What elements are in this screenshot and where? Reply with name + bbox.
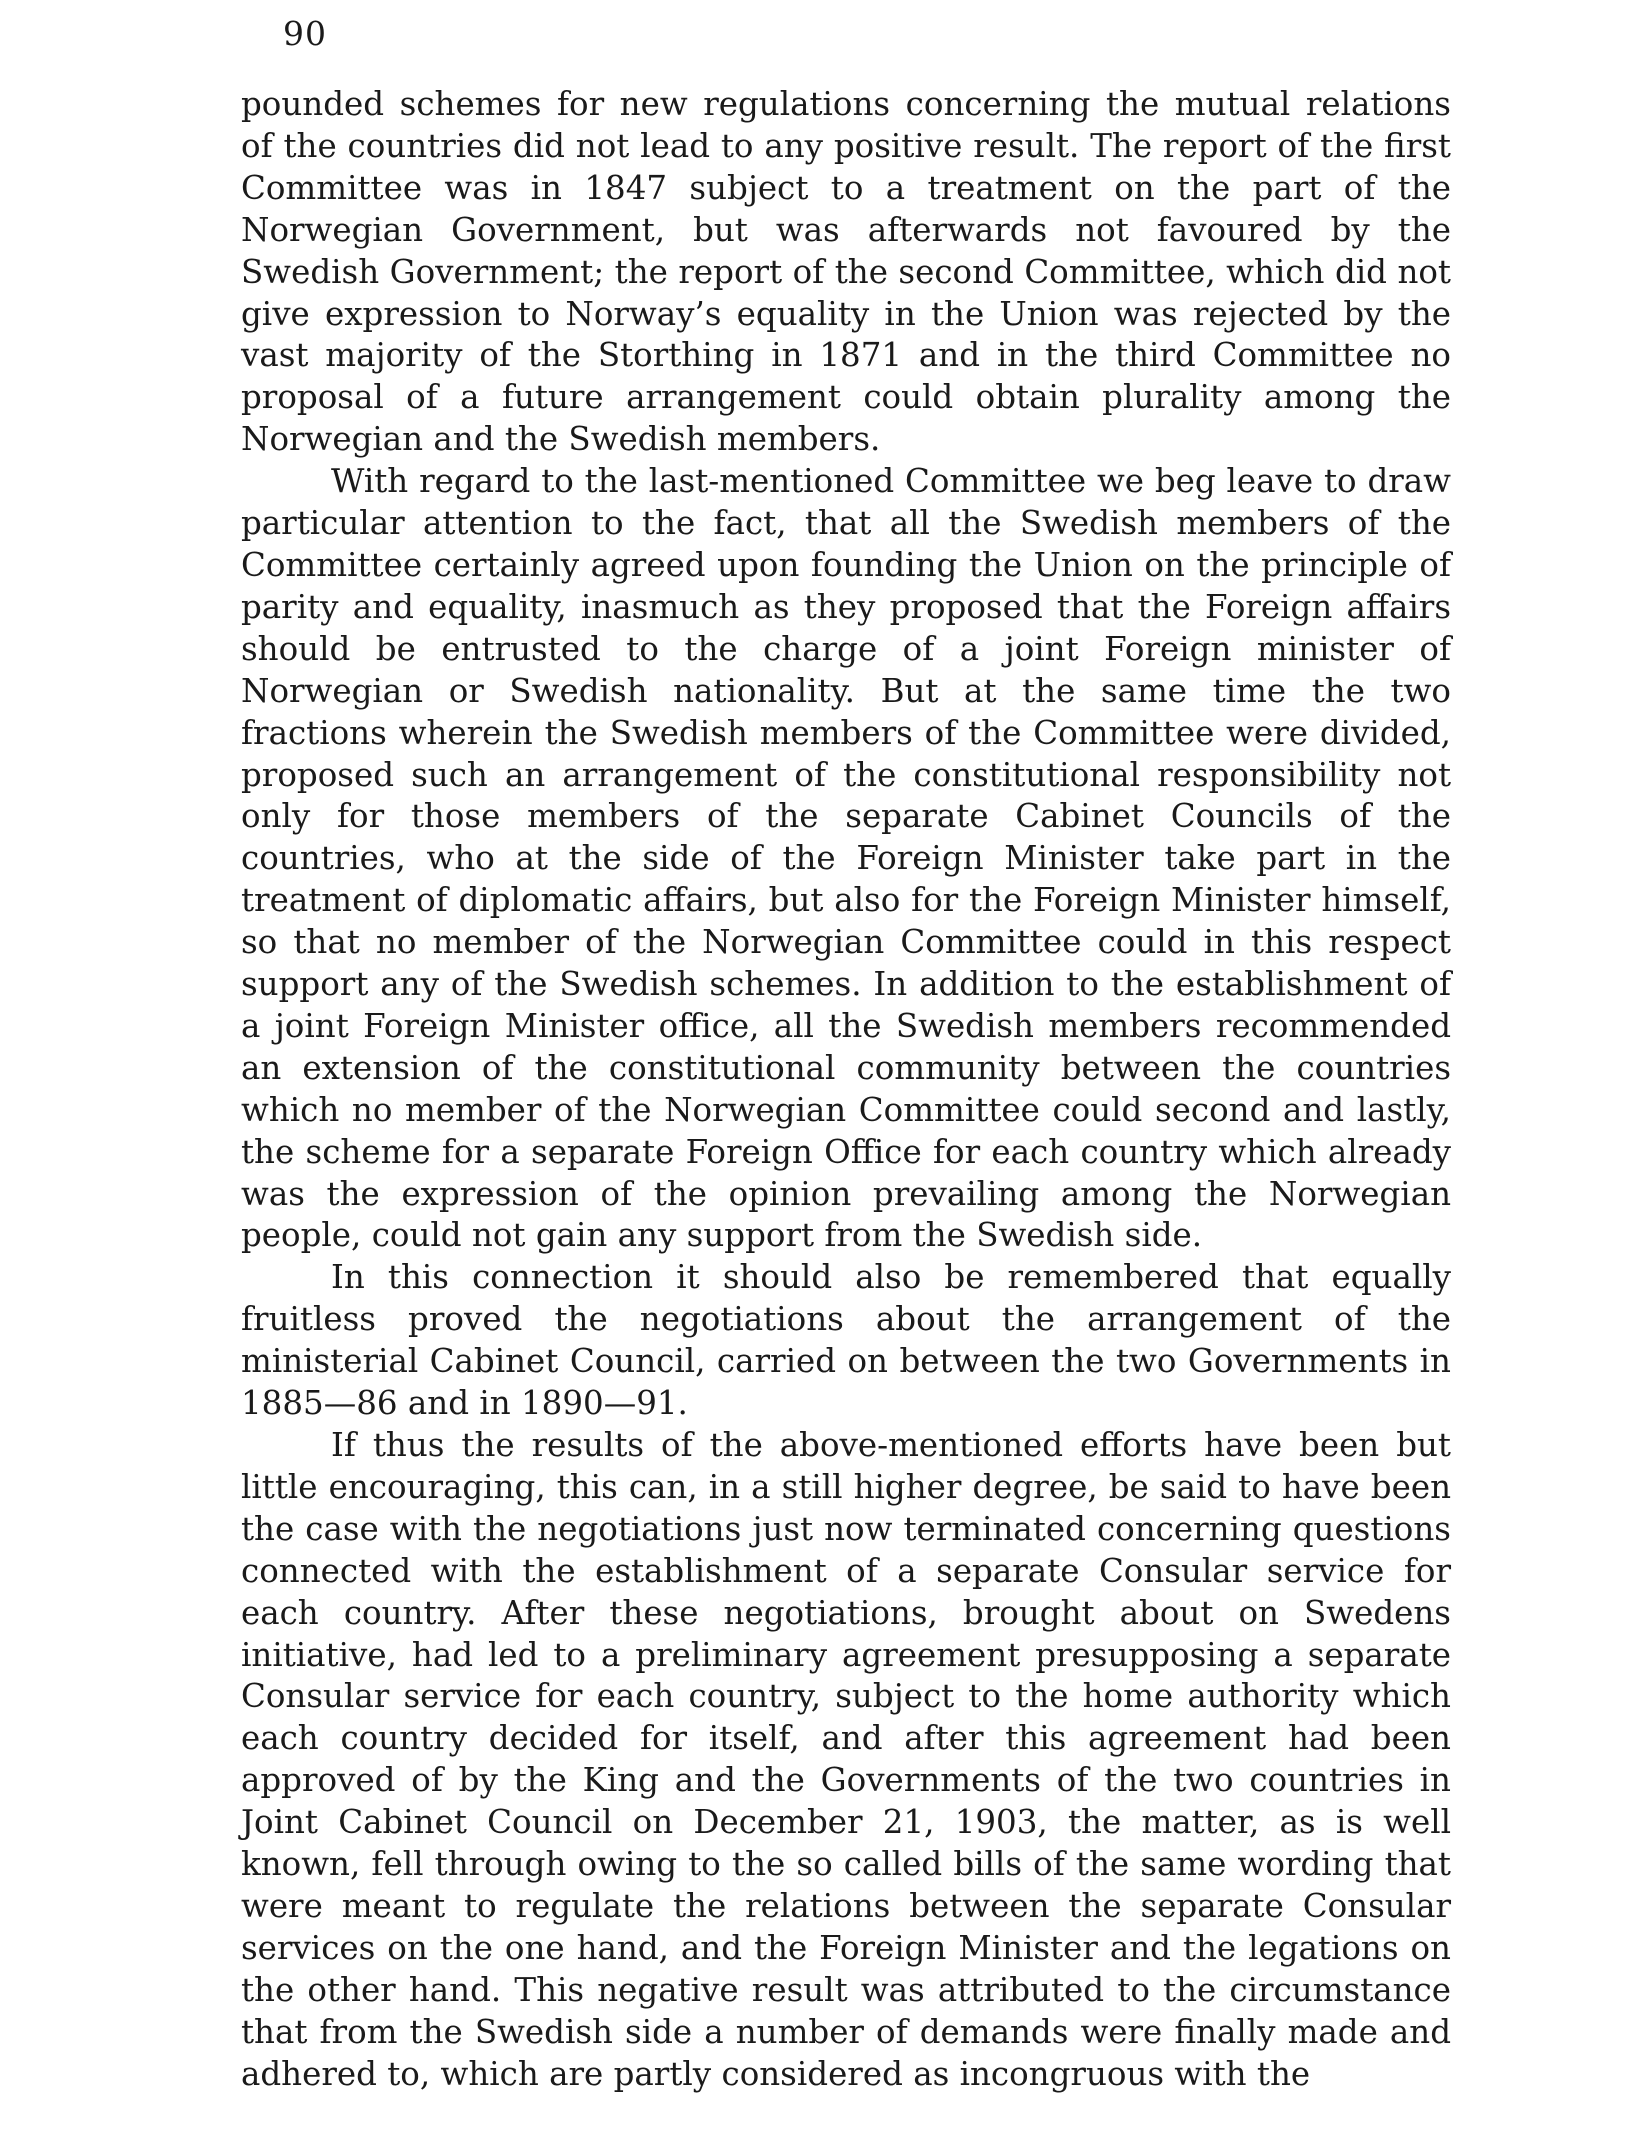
paragraph-committee: With regard to the last-mentioned Committee we beg leave to draw particular attention to the fact, that all the Swedish members of the Committee certainly agreed upon founding the Union on the principle of parity and equality, inasmuch as they proposed that the Foreign affairs should be entrusted to the charge of a joint Foreign minister of Norwegian or Swedish nationality. But at the same time the two fractions wherein the Swedish members of the Committee were divided, proposed such an arrangement of the constitutional responsibility not only for those members of the separate Cabinet Councils of the countries, who at the side of the Foreign Minister take part in the treatment of diplomatic affairs, but also for the Foreign Minister himself, so that no member of the Norwegian Committee could in this respect support any of the Swedish schemes. In addition to the establishment of a joint Foreign Minister office, all the Swedish members recommended an extension of the constitutional community between the countries which no member of the Norwegian Committee could second and lastly, the scheme for a separate Foreign Office for each country which already was the expression of the opinion prevailing among the Norwegian people, could not gain any support from the Swedish side. (241, 462, 1451, 1255)
paragraph-consular-service: If thus the results of the above-mentioned efforts have been but little encouraging, this can, in a still higher degree, be said to have been the case with the negotiations just now terminated concerning questions connected with the establishment of a separate Consular service for each country. After these negotiations, brought about on Swedens initiative, had led to a preliminary agreement presupposing a separate Consular service for each country, subject to the home authority which each country decided for itself, and after this agreement had been approved of by the King and the Governments of the two countries in Joint Cabinet Council on December 21, 1903, the matter, as is well known, fell through owing to the so called bills of the same wording that were meant to regulate the relations between the separate Consular services on the one hand, and the Foreign Minister and the legations on the other hand. This negative result was attributed to the circumstance that from the Swedish side a number of demands were finally made and adhered to, which are partly considered as incongruous with the (241, 1426, 1451, 2093)
body-text (241, 84, 1451, 2096)
paragraph-cabinet-council: In this connection it should also be remembered that equally fruitless proved the negotiations about the arrangement of the ministerial Cabinet Council, carried on between the two Governments in 1885—86 and in 1890—91. (241, 1258, 1451, 1423)
paragraph-continuation: pounded schemes for new regulations concerning the mutual relations of the countries did not lead to any positive result. The report of the first Committee was in 1847 subject to a treatment on the part of the Norwegian Government, but was afterwards not favoured by the Swedish Government; the report of the second Committee, which did not give expression to Norway’s equality in the Union was rejected by the vast majority of the Storthing in 1871 and in the third Committee no proposal of a future arrangement could obtain plurality among the Norwegian and the Swedish members. (241, 85, 1451, 459)
page-number: 90 (283, 14, 327, 53)
